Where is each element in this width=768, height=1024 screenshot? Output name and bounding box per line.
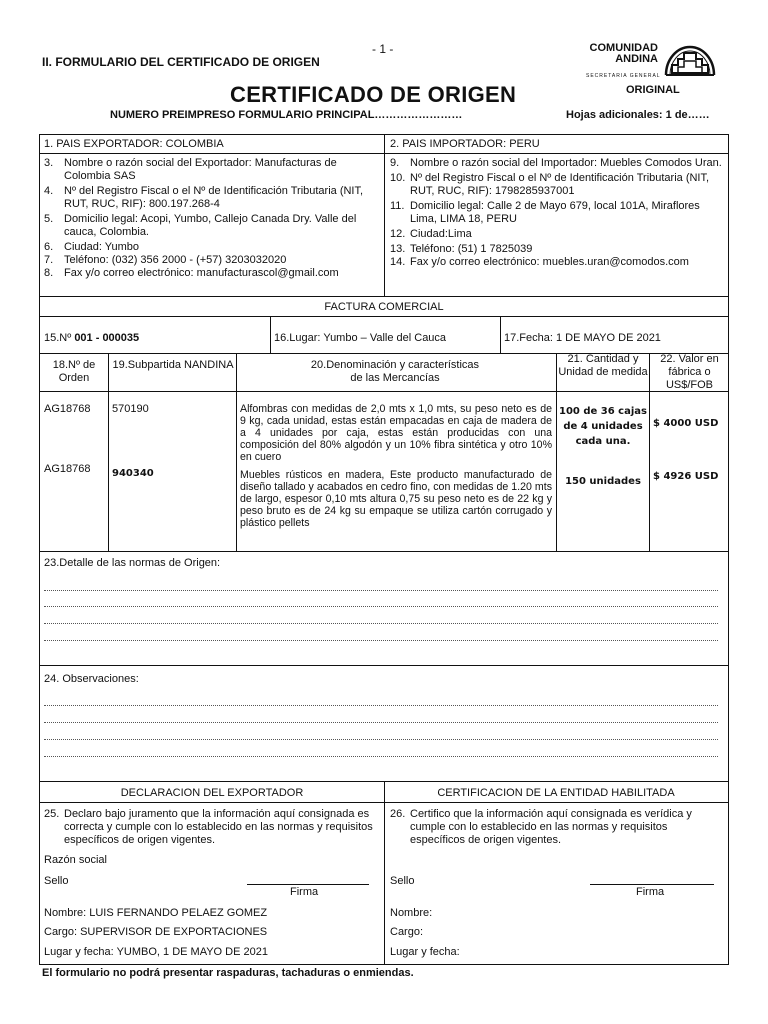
exporter-address: 5. Domicilio legal: Acopi, Yumbo, Callejo Canada Dry. Valle del cauca, Colombia. [44, 213, 357, 238]
comunidad-andina-logo [586, 43, 716, 83]
entity-signature-line [590, 884, 714, 885]
row-2-value: $ 4926 USD [653, 471, 719, 482]
entity-seal-label: Sello [390, 875, 415, 887]
company-name-label: Razón social [44, 854, 107, 866]
entity-signature-label: Firma [636, 886, 665, 898]
row-1-value: $ 4000 USD [653, 418, 719, 429]
logo-line-2: ANDINA [615, 53, 658, 65]
declaration-text: 25. Declaro bajo juramento que la información aquí consignada es correcta y cumple con lo establecido en las normas y requisitos específicos de origen vigentes. [44, 808, 373, 846]
origin-rules-line [44, 623, 718, 624]
exporter-seal-label: Sello [44, 875, 69, 887]
exporter-signature-label: Firma [290, 886, 319, 898]
row-1-nandina: 570190 [112, 403, 149, 415]
exporter-city: 6. Ciudad: Yumbo [44, 241, 140, 253]
importer-phone: 13. Teléfono: (51) 1 7825039 [390, 243, 533, 255]
origin-rules-line [44, 606, 718, 607]
exporter-declaration-heading: DECLARACION DEL EXPORTADOR [120, 787, 304, 799]
preprinted-number: NUMERO PREIMPRESO FORMULARIO PRINCIPAL…………………… [110, 109, 463, 121]
certification-text: 26. Certifico que la información aquí consignada es verídica y cumple con lo establecido en las normas y requisitos específicos de origen vigentes. [390, 808, 692, 846]
entity-certification-heading: CERTIFICACION DE LA ENTIDAD HABILITADA [437, 787, 675, 799]
additional-sheets: Hojas adicionales: 1 de…… [566, 109, 710, 121]
header-order-number: 18.Nº de Orden [52, 359, 96, 384]
andean-emblem-icon [664, 43, 716, 77]
exporter-place-date-field: Lugar y fecha: YUMBO, 1 DE MAYO DE 2021 [44, 946, 268, 958]
exporter-name: 3. Nombre o razón social del Exportador: Manufacturas de Colombia SAS [44, 157, 337, 182]
importer-address: 11. Domicilio legal: Calle 2 de Mayo 679, local 101A, Miraflores Lima, LIMA 18, PERU [390, 200, 700, 225]
origin-rules-line [44, 640, 718, 641]
invoice-place: 16.Lugar: Yumbo – Valle del Cauca [274, 332, 447, 344]
importer-tax-id: 10. Nº del Registro Fiscal o el Nº de Identificación Tributaria (NIT, RUT, RUC, RIF): 1798285937001 [390, 172, 710, 197]
certificate-form [39, 134, 729, 965]
header-nandina: 19.Subpartida NANDINA [112, 359, 234, 371]
exporter-email: 8. Fax y/o correo electrónico: manufacturascol@gmail.com [44, 267, 339, 279]
importing-country: 2. PAIS IMPORTADOR: PERU [390, 138, 540, 150]
section-title: II. FORMULARIO DEL CERTIFICADO DE ORIGEN [42, 55, 320, 69]
row-2-nandina: 940340 [112, 468, 154, 479]
row-2-order: AG18768 [44, 463, 91, 475]
commercial-invoice-heading: FACTURA COMERCIAL [324, 301, 444, 313]
exporter-name-field: Nombre: LUIS FERNANDO PELAEZ GOMEZ [44, 907, 268, 919]
entity-place-date-field: Lugar y fecha: [390, 946, 460, 958]
logo-line-3: SECRETARIA GENERAL [586, 73, 661, 79]
observations-line [44, 705, 718, 706]
exporter-details [44, 157, 378, 280]
importer-details [390, 157, 724, 269]
row-1-order: AG18768 [44, 403, 91, 415]
entity-position-field: Cargo: [390, 926, 424, 938]
invoice-date: 17.Fecha: 1 DE MAYO DE 2021 [504, 332, 661, 344]
importer-email: 14. Fax y/o correo electrónico: muebles.uran@comodos.com [390, 256, 689, 268]
invoice-number: 15.Nº 001 - 000035 [44, 332, 140, 344]
exporter-position-field: Cargo: SUPERVISOR DE EXPORTACIONES [44, 926, 268, 938]
original-label: ORIGINAL [626, 84, 680, 96]
origin-rules-line [44, 590, 718, 591]
page-number: - 1 - [372, 42, 394, 56]
observations-line [44, 739, 718, 740]
footer-note: El formulario no podrá presentar raspaduras, tachaduras o enmiendas. [42, 967, 414, 979]
observations-label: 24. Observaciones: [44, 673, 139, 685]
header-quantity: 21. Cantidad y Unidad de medida [558, 353, 648, 378]
header-value: 22. Valor en fábrica o US$/FOB [660, 353, 719, 391]
row-2-description: Muebles rústicos en madera, Este producto manufacturado de diseño tallado y acabados en cedro fino, con medidas de 1.20 mts de largo, espesor 0,10 mts altura 0,75 su peso neto es de 22 kg y peso bruto es de 24 kg su empaque se utiliza cartón corrugado y plástico pellets [240, 469, 552, 529]
observations-line [44, 756, 718, 757]
exporting-country: 1. PAIS EXPORTADOR: COLOMBIA [44, 138, 224, 150]
exporter-tax-id: 4. Nº del Registro Fiscal o el Nº de Identificación Tributaria (NIT, RUT, RUC, RIF): 800.197.268-4 [44, 185, 364, 210]
row-1-description: Alfombras con medidas de 2,0 mts x 1,0 mts, su peso neto es de 9 kg, cada unidad, estas están empacadas en caja de madera de a 4 unidades por caja, estas están producidas con una composición del 80% algodón y un 10% fibra sintética y otro 10% en cuero [240, 403, 552, 463]
observations-line [44, 722, 718, 723]
importer-city: 12. Ciudad:Lima [390, 228, 472, 240]
importer-name: 9. Nombre o razón social del Importador: Muebles Comodos Uran. [390, 157, 722, 169]
entity-name-field: Nombre: [390, 907, 433, 919]
header-description: 20.Denominación y características de las Mercancías [310, 359, 480, 384]
exporter-phone: 7. Teléfono: (032) 356 2000 - (+57) 3203032020 [44, 254, 287, 266]
row-1-quantity: 100 de 36 cajas de 4 unidades cada una. [559, 406, 647, 447]
origin-rules-label: 23.Detalle de las normas de Origen: [44, 557, 221, 569]
page-title: CERTIFICADO DE ORIGEN [230, 82, 517, 107]
logo-line-1: COMUNIDAD [589, 42, 658, 54]
exporter-signature-line [247, 884, 369, 885]
row-2-quantity: 150 unidades [565, 476, 641, 487]
